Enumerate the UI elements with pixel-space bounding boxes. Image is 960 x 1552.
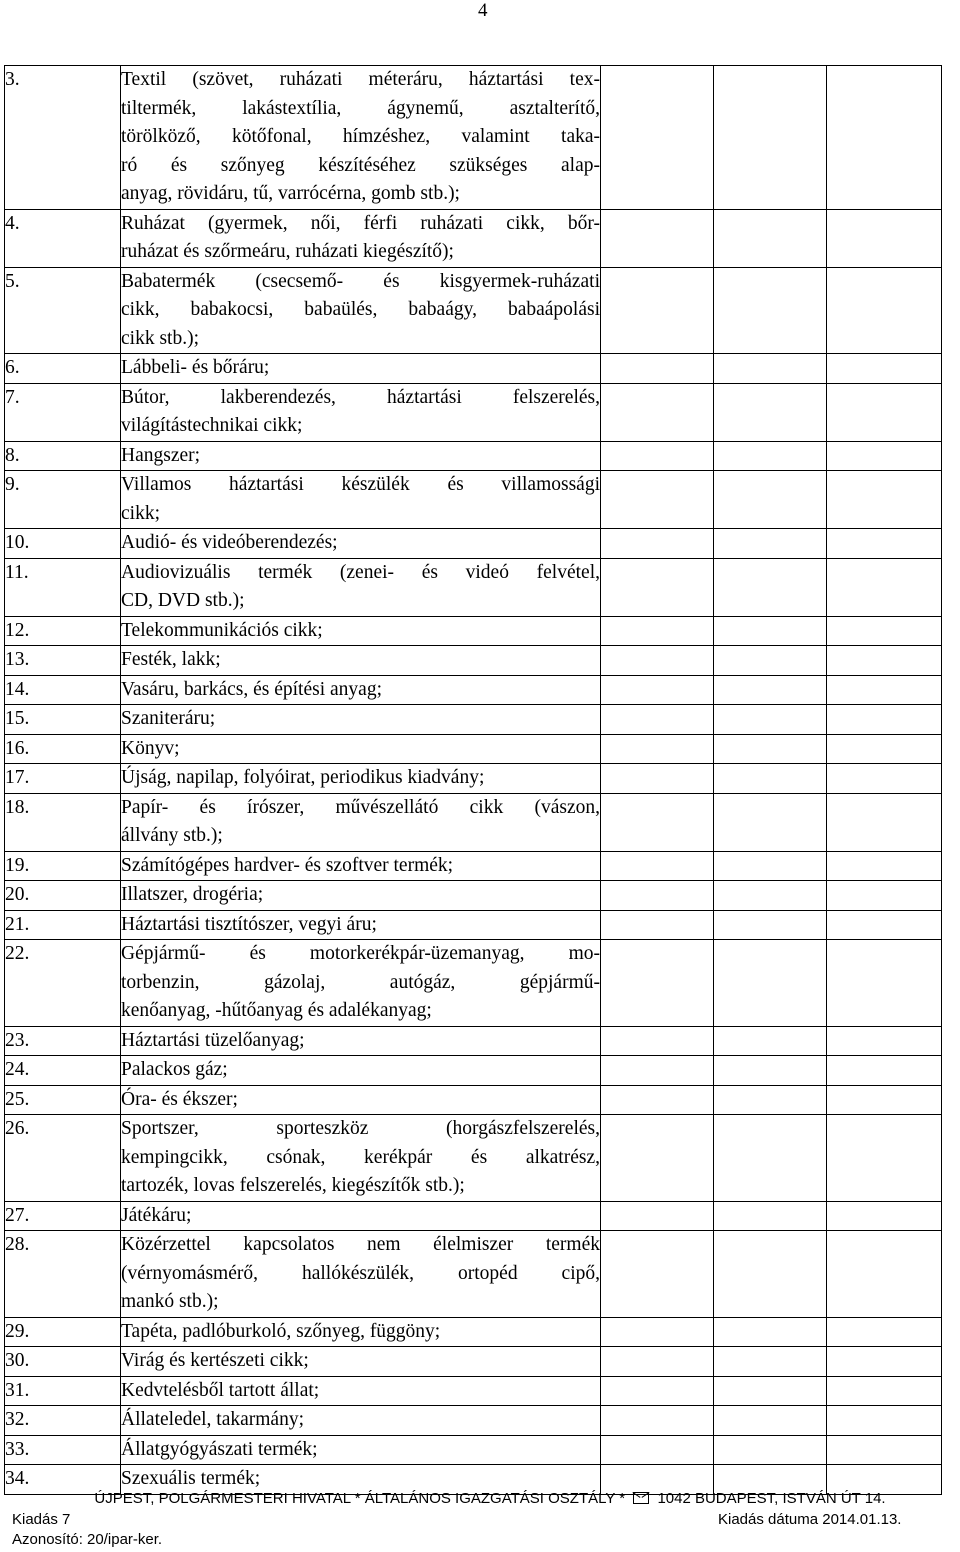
empty-cell [827,705,942,735]
item-number: 4. [5,209,121,267]
item-description [121,616,601,646]
table-row [5,529,942,559]
empty-cell [827,1026,942,1056]
empty-cell [714,675,827,705]
item-description-line: Villamos háztartási készülék és villamossági [121,474,600,495]
item-number: 31. [5,1376,121,1406]
table-row [5,1026,942,1056]
empty-cell [827,616,942,646]
item-description-line: kenőanyag, -hűtőanyag és adalékanyag; [121,1000,432,1021]
empty-cell [601,910,714,940]
empty-cell [827,793,942,851]
empty-cell [714,705,827,735]
empty-cell [827,383,942,441]
item-number: 5. [5,267,121,354]
item-number: 24. [5,1056,121,1086]
product-category-table [4,65,942,1495]
table-row [5,646,942,676]
item-description [121,646,601,676]
footer-address [0,1490,960,1507]
item-number: 15. [5,705,121,735]
item-description [121,734,601,764]
item-number: 23. [5,1026,121,1056]
item-number: 8. [5,441,121,471]
item-description-line: Könyv; [121,737,180,759]
item-description-line: állvány stb.); [121,825,223,846]
item-description-line: (vérnyomásmérő, hallókészülék, ortopéd cipő, [121,1262,600,1284]
empty-cell [827,1231,942,1318]
footer-address-text: ÚJPEST, POLGÁRMESTERI HIVATAL * ÁLTALÁNOS IGAZGATÁSI OSZTÁLY * [94,1490,626,1507]
item-number: 3. [5,66,121,210]
empty-cell [601,529,714,559]
item-description-line: Festék, lakk; [121,649,221,670]
table-row [5,734,942,764]
table-row [5,705,942,735]
item-description-line: Hangszer; [121,444,201,466]
item-description-line: Babatermék (csecsemő- és kisgyermek-ruházati [121,270,600,292]
empty-cell [827,1347,942,1377]
empty-cell [601,383,714,441]
empty-cell [827,1406,942,1436]
table-row [5,1406,942,1436]
item-description-line: Újság, napilap, folyóirat, periodikus kiadvány; [121,767,485,788]
empty-cell [601,851,714,881]
empty-cell [827,471,942,529]
item-description-line: Palackos gáz; [121,1059,228,1080]
empty-cell [601,1406,714,1436]
empty-cell [827,267,942,354]
item-description-line: Szaniteráru; [121,708,216,729]
item-description [121,1085,601,1115]
item-number: 7. [5,383,121,441]
empty-cell [714,646,827,676]
empty-cell [601,1317,714,1347]
empty-cell [714,1026,827,1056]
item-number: 19. [5,851,121,881]
item-description [121,705,601,735]
item-description [121,1376,601,1406]
item-number: 25. [5,1085,121,1115]
item-description [121,1201,601,1231]
item-description-line: tartozék, lovas felszerelés, kiegészítők stb.); [121,1175,465,1196]
empty-cell [827,675,942,705]
item-number: 21. [5,910,121,940]
empty-cell [714,793,827,851]
empty-cell [827,940,942,1027]
empty-cell [714,1115,827,1202]
table-row [5,1435,942,1465]
item-number: 16. [5,734,121,764]
item-description [121,1406,601,1436]
empty-cell [827,1201,942,1231]
item-number: 32. [5,1406,121,1436]
item-description-line: Illatszer, drogéria; [121,884,264,905]
item-description [121,675,601,705]
empty-cell [601,558,714,616]
item-description [121,764,601,794]
table-row [5,1056,942,1086]
empty-cell [601,616,714,646]
item-description-line: cikk; [121,502,160,524]
item-description-line: tiltermék, lakástextília, ágynemű, asztalterítő, [121,97,600,119]
item-description-line: Óra- és ékszer; [121,1088,238,1110]
item-description-line: világítástechnikai cikk; [121,415,303,436]
empty-cell [827,1115,942,1202]
item-description-line: cikk, babakocsi, babaülés, babaágy, babaápolási [121,299,600,320]
empty-cell [714,383,827,441]
empty-cell [827,851,942,881]
item-description-line: cikk stb.); [121,327,199,349]
item-description-line: Textil (szövet, ruházati méteráru, háztartási tex- [121,69,600,90]
table-row [5,940,942,1027]
empty-cell [714,1347,827,1377]
empty-cell [714,471,827,529]
empty-cell [714,558,827,616]
empty-cell [714,881,827,911]
item-description [121,910,601,940]
empty-cell [601,646,714,676]
table-row [5,793,942,851]
item-description-line: Gépjármű- és motorkerékpár-üzemanyag, mo- [121,943,600,964]
item-description-line: Sportszer, sporteszköz (horgászfelszerelés, [121,1118,600,1139]
empty-cell [601,734,714,764]
empty-cell [714,940,827,1027]
empty-cell [714,910,827,940]
empty-cell [827,646,942,676]
item-description-line: Virág és kertészeti cikk; [121,1350,309,1371]
empty-cell [714,267,827,354]
item-description [121,383,601,441]
table-row [5,675,942,705]
item-description-line: kempingcikk, csónak, kerékpár és alkatrész, [121,1146,600,1168]
item-description-line: Audió- és videóberendezés; [121,532,338,553]
empty-cell [601,881,714,911]
item-description-line: Közérzettel kapcsolatos nem élelmiszer termék [121,1234,600,1255]
empty-cell [827,1376,942,1406]
table-row [5,1085,942,1115]
empty-cell [827,910,942,940]
table-row [5,1115,942,1202]
table-row [5,1231,942,1318]
footer-postal-address: 1042 BUDAPEST, ISTVÁN ÚT 14. [657,1490,886,1507]
empty-cell [601,1231,714,1318]
item-description [121,267,601,354]
item-description-line: mankó stb.); [121,1291,219,1312]
table-row [5,354,942,384]
table-row [5,267,942,354]
item-description [121,66,601,210]
item-description [121,441,601,471]
item-number: 11. [5,558,121,616]
empty-cell [714,734,827,764]
item-description-line: Játékáru; [121,1204,192,1226]
empty-cell [827,1056,942,1086]
item-description-line: Állatgyógyászati termék; [121,1438,318,1460]
table-row [5,764,942,794]
item-description-line: törölköző, kötőfonal, hímzéshez, valamint taka- [121,126,600,147]
item-description-line: Lábbeli- és bőráru; [121,357,270,378]
page-number: 4 [478,0,488,21]
item-description [121,851,601,881]
empty-cell [601,1347,714,1377]
table-row [5,1201,942,1231]
empty-cell [714,354,827,384]
table-row [5,471,942,529]
empty-cell [601,354,714,384]
table-row [5,910,942,940]
empty-cell [601,209,714,267]
empty-cell [827,1435,942,1465]
item-description [121,1347,601,1377]
empty-cell [714,1201,827,1231]
item-description [121,209,601,267]
item-description-line: Kedvtelésből tartott állat; [121,1379,320,1401]
empty-cell [827,558,942,616]
item-number: 6. [5,354,121,384]
item-number: 22. [5,940,121,1027]
empty-cell [601,1376,714,1406]
footer-identifier: Azonosító: 20/ipar-ker. [12,1531,163,1548]
item-description [121,793,601,851]
table-row [5,1347,942,1377]
item-description-line: ró és szőnyeg készítéséhez szükséges alap- [121,154,600,176]
table-row [5,66,942,210]
empty-cell [601,705,714,735]
empty-cell [601,940,714,1027]
empty-cell [714,529,827,559]
empty-cell [601,1026,714,1056]
table-row [5,851,942,881]
item-description [121,354,601,384]
empty-cell [827,881,942,911]
empty-cell [714,1376,827,1406]
table-row [5,881,942,911]
item-number: 30. [5,1347,121,1377]
item-description-line: torbenzin, gázolaj, autógáz, gépjármű- [121,971,600,993]
footer-edition: Kiadás 7 [12,1511,71,1528]
item-description [121,1231,601,1318]
item-description [121,1317,601,1347]
empty-cell [827,529,942,559]
item-description [121,529,601,559]
item-number: 34. [5,1465,121,1495]
empty-cell [601,764,714,794]
empty-cell [714,764,827,794]
empty-cell [601,1115,714,1202]
empty-cell [601,1056,714,1086]
item-description-line: Papír- és írószer, művészellátó cikk (vászon, [121,796,600,818]
empty-cell [827,734,942,764]
item-description [121,940,601,1027]
item-description-line: anyag, rövidáru, tű, varrócérna, gomb stb.); [121,183,460,204]
empty-cell [601,675,714,705]
table-row [5,441,942,471]
table-row [5,1317,942,1347]
empty-cell [827,66,942,210]
item-description [121,1435,601,1465]
item-number: 13. [5,646,121,676]
empty-cell [601,1201,714,1231]
empty-cell [827,1317,942,1347]
item-description-line: CD, DVD stb.); [121,590,245,611]
item-number: 10. [5,529,121,559]
table-row [5,616,942,646]
item-number: 29. [5,1317,121,1347]
item-description-line: Bútor, lakberendezés, háztartási felszerelés, [121,386,600,408]
item-description-line: Ruházat (gyermek, női, férfi ruházati cikk, bőr- [121,212,600,234]
empty-cell [714,616,827,646]
table-row [5,558,942,616]
item-number: 28. [5,1231,121,1318]
empty-cell [714,1056,827,1086]
empty-cell [714,66,827,210]
item-description-line: Szexuális termék; [121,1468,261,1489]
item-description-line: Számítógépes hardver- és szoftver termék; [121,854,454,876]
empty-cell [601,471,714,529]
item-description [121,471,601,529]
empty-cell [601,441,714,471]
item-number: 14. [5,675,121,705]
empty-cell [601,1085,714,1115]
envelope-icon [633,1492,649,1504]
item-description [121,1115,601,1202]
item-description-line: Audiovizuális termék (zenei- és videó felvétel, [121,561,600,583]
item-description [121,1056,601,1086]
empty-cell [827,764,942,794]
empty-cell [714,209,827,267]
item-number: 12. [5,616,121,646]
footer-edition-date: Kiadás dátuma 2014.01.13. [718,1511,902,1528]
empty-cell [714,1085,827,1115]
empty-cell [714,1406,827,1436]
table-row [5,383,942,441]
empty-cell [601,267,714,354]
item-number: 9. [5,471,121,529]
item-description-line: Állateledel, takarmány; [121,1409,305,1430]
item-description-line: ruházat és szőrmeáru, ruházati kiegészítő); [121,241,454,262]
empty-cell [827,209,942,267]
item-number: 18. [5,793,121,851]
item-description-line: Vasáru, barkács, és építési anyag; [121,678,382,700]
table-row [5,1376,942,1406]
item-number: 27. [5,1201,121,1231]
item-description [121,1026,601,1056]
empty-cell [714,1435,827,1465]
item-description [121,881,601,911]
empty-cell [601,793,714,851]
empty-cell [827,1085,942,1115]
item-number: 20. [5,881,121,911]
item-number: 17. [5,764,121,794]
empty-cell [827,441,942,471]
item-number: 33. [5,1435,121,1465]
empty-cell [714,1317,827,1347]
empty-cell [714,851,827,881]
table-row [5,209,942,267]
item-description-line: Telekommunikációs cikk; [121,619,323,641]
empty-cell [601,1435,714,1465]
empty-cell [827,354,942,384]
empty-cell [714,1231,827,1318]
item-description [121,558,601,616]
item-description-line: Háztartási tisztítószer, vegyi áru; [121,913,377,935]
item-number: 26. [5,1115,121,1202]
empty-cell [714,441,827,471]
item-description-line: Háztartási tüzelőanyag; [121,1029,305,1051]
empty-cell [601,66,714,210]
item-description-line: Tapéta, padlóburkoló, szőnyeg, függöny; [121,1320,441,1342]
